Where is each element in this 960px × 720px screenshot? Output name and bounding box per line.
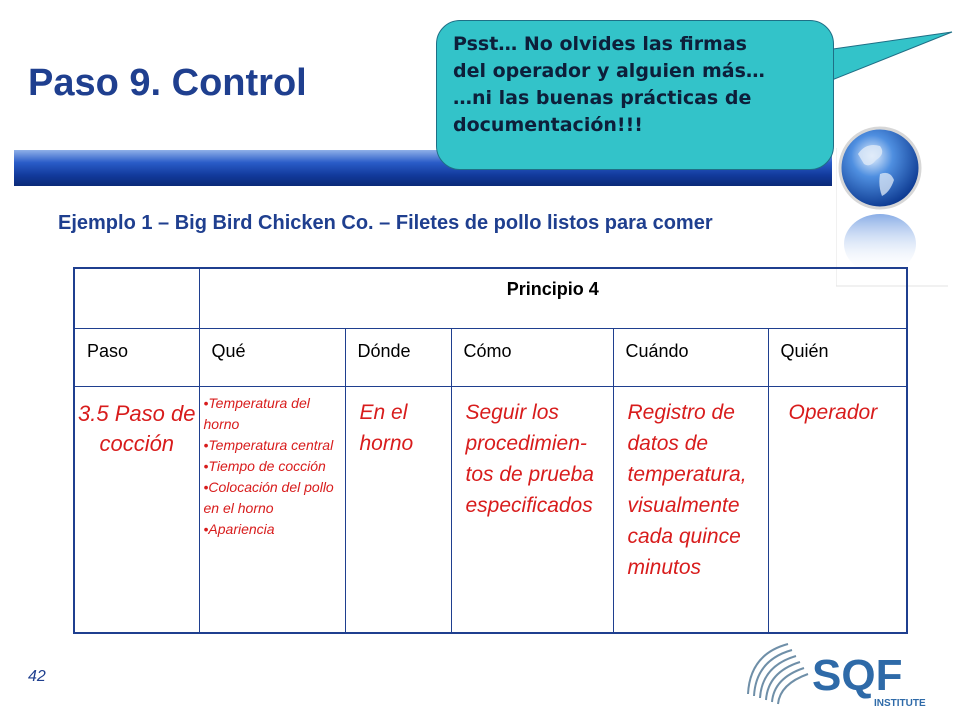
globe-icon	[836, 124, 948, 290]
slide-subtitle: Ejemplo 1 – Big Bird Chicken Co. – Filetes de pollo listos para comer	[58, 212, 713, 234]
sqf-logo-subtext: INSTITUTE	[874, 698, 926, 709]
column-header: Qué	[199, 328, 345, 386]
paso-cell: 3.5 Paso de cocción	[74, 386, 199, 633]
que-item: • Apariencia	[204, 519, 345, 540]
donde-cell: En el horno	[345, 386, 451, 633]
que-item: • Temperatura del horno	[204, 393, 345, 435]
bubble-line: del operador y alguien más…	[453, 60, 765, 82]
bubble-line: documentación!!!	[453, 114, 643, 136]
como-cell: Seguir los procedimien-tos de prueba especificados	[451, 386, 613, 633]
sqf-logo-text: SQF	[812, 651, 903, 700]
que-item: • Tiempo de cocción	[204, 456, 345, 477]
cuando-cell: Registro de datos de temperatura, visualmente cada quince minutos	[613, 386, 768, 633]
column-header: Cómo	[451, 328, 613, 386]
column-header: Paso	[74, 328, 199, 386]
que-item: • Temperatura central	[204, 435, 345, 456]
column-header: Cuándo	[613, 328, 768, 386]
column-header: Dónde	[345, 328, 451, 386]
speech-bubble	[436, 20, 834, 170]
control-table	[73, 267, 908, 634]
quien-cell: Operador	[768, 386, 907, 633]
slide-title: Paso 9. Control	[28, 62, 307, 104]
empty-corner-cell	[74, 268, 199, 328]
speech-bubble-tail	[826, 28, 956, 88]
que-cell	[199, 386, 345, 633]
bubble-line: Psst… No olvides las firmas	[453, 33, 747, 55]
que-item: • Colocación del pollo en el horno	[204, 477, 345, 519]
bubble-line: …ni las buenas prácticas de	[453, 87, 752, 109]
sqf-logo	[738, 634, 948, 714]
principle-header: Principio 4	[199, 268, 907, 328]
column-header: Quién	[768, 328, 907, 386]
page-number: 42	[28, 668, 46, 685]
